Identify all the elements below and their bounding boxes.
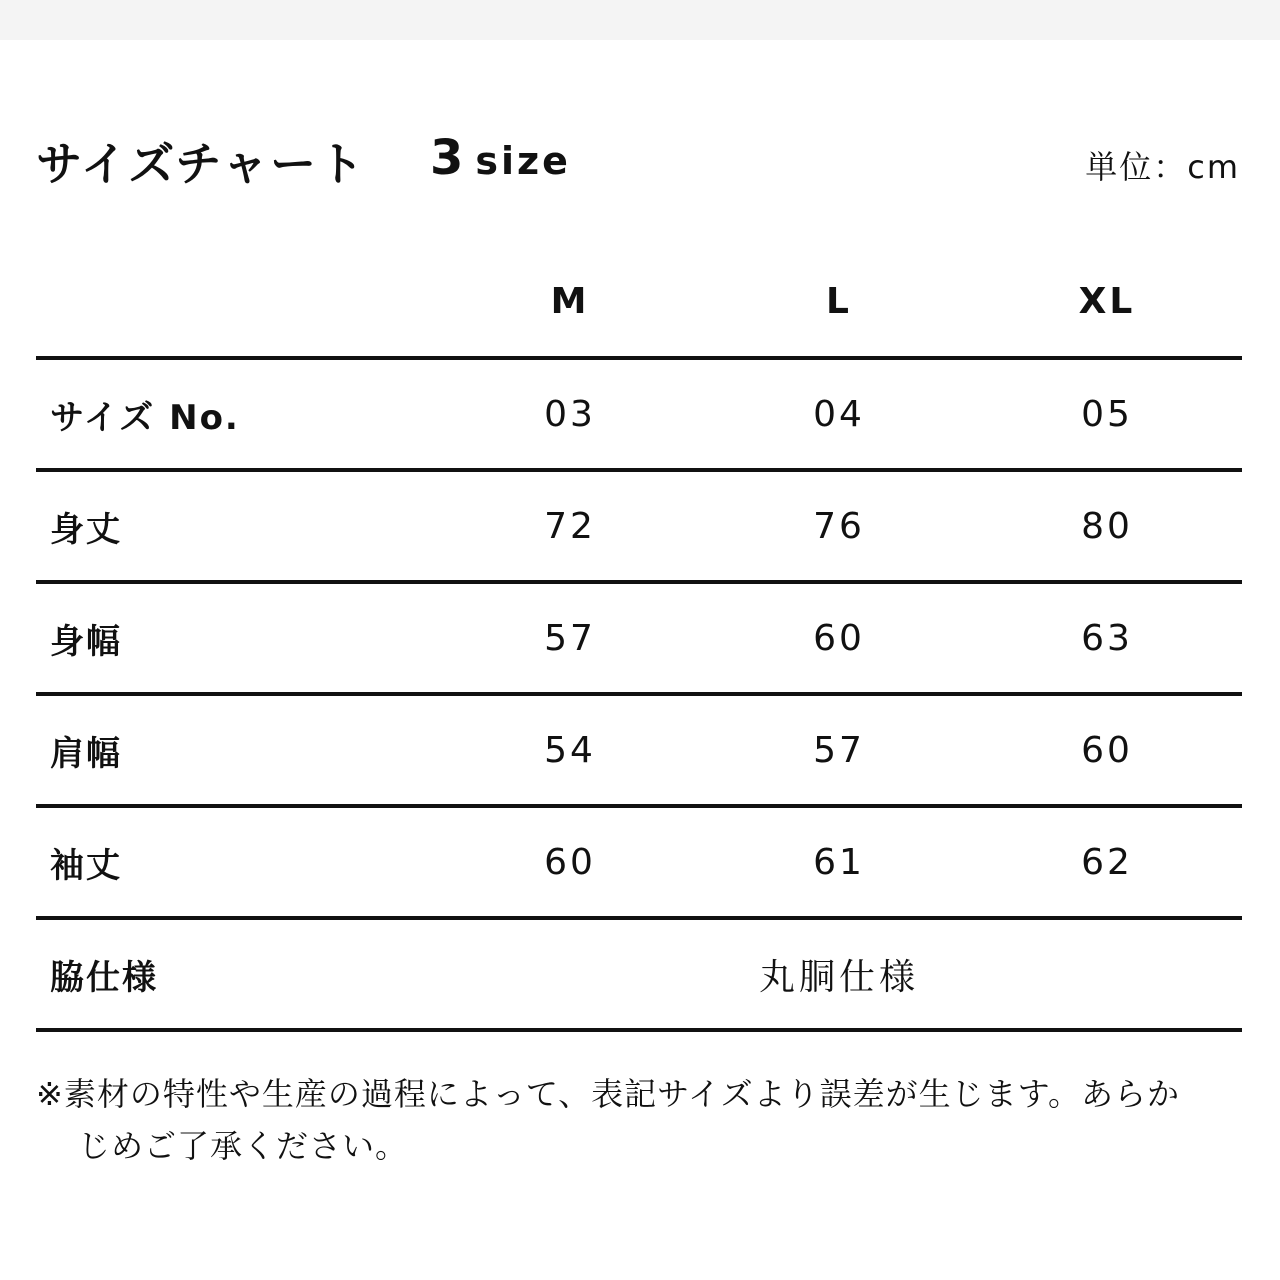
- table-cell: 60: [544, 841, 596, 883]
- row-label: 身幅: [50, 621, 122, 662]
- table-cell: 72: [544, 505, 596, 547]
- table-cell: 54: [544, 729, 596, 771]
- table-row-shoulder-width: [36, 696, 1242, 808]
- size-count: [430, 130, 571, 186]
- table-cell: 61: [813, 841, 865, 883]
- table-row-sleeve-length: [36, 808, 1242, 920]
- table-cell: 76: [813, 505, 865, 547]
- row-label: 袖丈: [50, 845, 122, 886]
- table-row-body-width: [36, 584, 1242, 696]
- table-cell: 03: [544, 393, 596, 435]
- column-header-xl: XL: [1078, 280, 1136, 322]
- size-count-number: 3: [430, 130, 464, 186]
- row-label: 脇仕様: [50, 957, 158, 998]
- row-label: サイズ No.: [50, 397, 240, 438]
- disclaimer-note: [36, 1068, 1246, 1172]
- row-label: 身丈: [50, 509, 122, 550]
- table-cell: 63: [1081, 617, 1133, 659]
- size-table: [36, 246, 1242, 1032]
- disclaimer-line-2: じめご了承ください。: [78, 1127, 409, 1165]
- chart-header: [36, 128, 1242, 198]
- table-cell: 80: [1081, 505, 1133, 547]
- table-cell: 04: [813, 393, 865, 435]
- top-band: [0, 0, 1280, 40]
- unit-label: 単位：cm: [1085, 148, 1240, 186]
- table-cell: 57: [544, 617, 596, 659]
- table-row-size-no: [36, 360, 1242, 472]
- table-cell: 60: [813, 617, 865, 659]
- table-cell: 05: [1081, 393, 1133, 435]
- table-row-body-length: [36, 472, 1242, 584]
- row-label: 肩幅: [50, 733, 122, 774]
- page-title: サイズチャート: [36, 137, 367, 191]
- disclaimer-line-1: ※素材の特性や生産の過程によって、表記サイズより誤差が生じます。あらか: [36, 1075, 1181, 1113]
- table-row-side-spec: [36, 920, 1242, 1032]
- column-header-m: M: [550, 280, 590, 322]
- table-cell: 57: [813, 729, 865, 771]
- side-spec-value: 丸胴仕様: [758, 956, 919, 998]
- table-cell: 62: [1081, 841, 1133, 883]
- table-header-row: [36, 246, 1242, 360]
- table-cell: 60: [1081, 729, 1133, 771]
- size-count-word: size: [475, 139, 571, 183]
- column-header-l: L: [826, 280, 852, 322]
